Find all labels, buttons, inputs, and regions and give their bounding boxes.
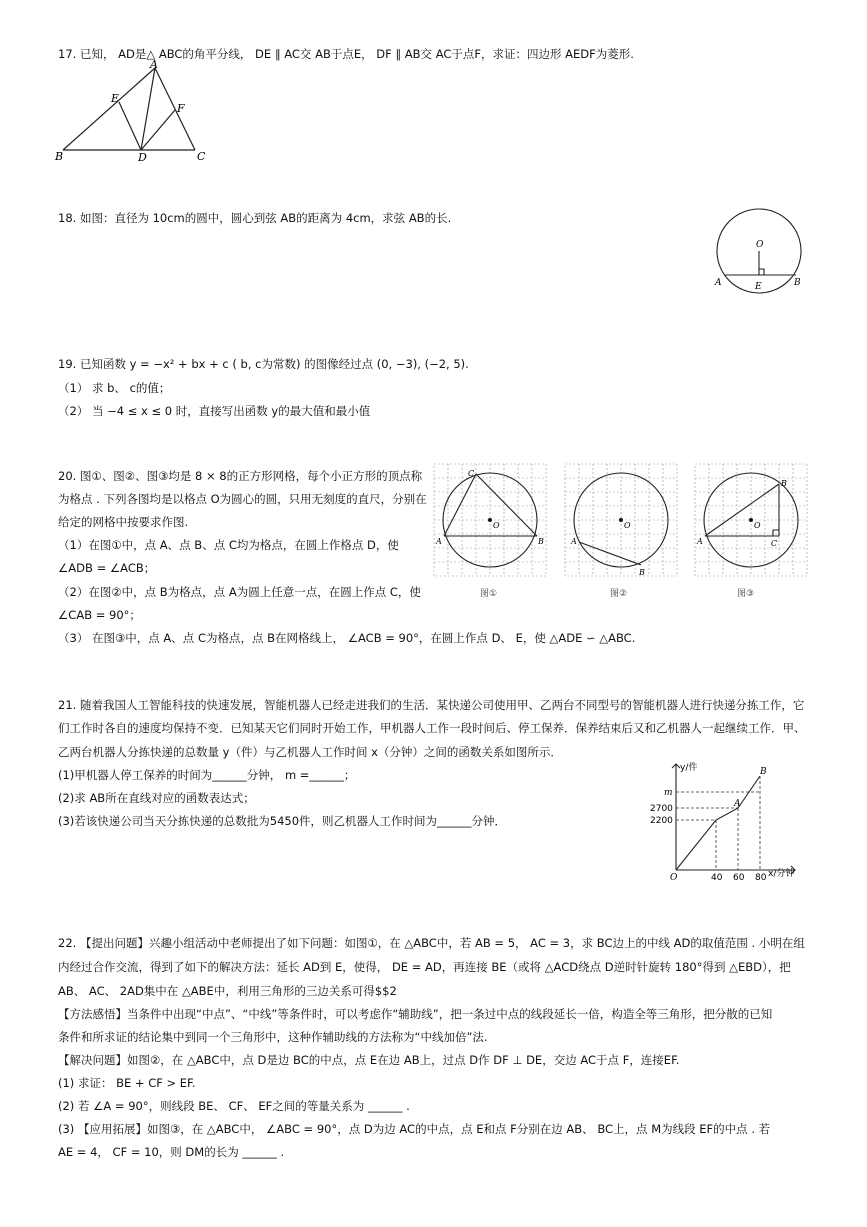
q20-f3-label-b: B	[781, 479, 787, 488]
q21-xtick-60: 60	[733, 873, 745, 883]
q20-caption-2: 图②	[610, 589, 628, 599]
q22-line1: 22. 【提出问题】兴趣小组活动中老师提出了如下问题：如图①，在 △ABC中，若 AB = 5， AC = 3，求 BC边上的中线 AD的取值范围 . 小明在组	[58, 936, 805, 950]
q21-origin-label: O	[670, 873, 678, 883]
q20-f1-label-o: O	[493, 521, 500, 530]
q17-triangle-figure	[55, 60, 215, 180]
q21-graph-figure	[640, 762, 800, 882]
q20-f3-label-c: C	[771, 539, 778, 548]
q21-line6: (3)若该快递公司当天分拣快递的总数批为5450件，则乙机器人工作时间为______分钟．	[58, 814, 507, 828]
q17-label-d: D	[138, 151, 147, 164]
q21-line1: 21. 随着我国人工智能科技的快速发展，智能机器人已经走进我们的生活．某快递公司使用甲、乙两台不同型号的智能机器人进行快递分拣工作，它	[58, 698, 805, 712]
q22-line6: 【解决问题】如图②，在 △ABC中，点 D是边 BC的中点，点 E在边 AB上，过点 D作 DF ⊥ DE，交边 AC于点 F，连接EF.	[58, 1053, 680, 1067]
q20-line1: 20. 图①、图②、图③均是 8 × 8的正方形网格，每个小正方形的顶点称	[58, 469, 423, 483]
q21-y-axis-label: y/件	[680, 763, 698, 773]
q21-point-b-label: B	[760, 767, 767, 777]
q21-ytick-2200: 2200	[650, 816, 673, 826]
q20-f3-label-a: A	[697, 537, 703, 546]
q18-label-a: A	[715, 278, 722, 288]
q17-label-b: B	[55, 150, 64, 163]
q17-label-f: F	[177, 102, 185, 115]
q19-line2: （1） 求 b、 c的值；	[58, 381, 171, 395]
q20-caption-1: 图①	[480, 589, 498, 599]
q17-label-c: C	[197, 150, 206, 163]
q20-grid-figure-1	[434, 464, 548, 578]
q20-grid-figure-2	[565, 464, 679, 578]
q20-f2-label-a: A	[571, 537, 577, 546]
q21-line3: 乙两台机器人分拣快递的总数量 y（件）与乙机器人工作时间 x（分钟）之间的函数关系如图所示．	[58, 745, 562, 759]
q22-line2: 内经过合作交流，得到了如下的解决方法：延长 AD到 E，使得， DE = AD，再连接 BE（或将 △ACD绕点 D逆时针旋转 180°得到 △EBD），把	[58, 960, 791, 974]
q20-line3: 给定的网格中按要求作图.	[58, 515, 189, 529]
q20-line4: （1）在图①中，点 A、点 B、点 C均为格点，在圆上作格点 D，使	[58, 538, 399, 552]
q21-line4: (1)甲机器人停工保养的时间为______分钟， m =______；	[58, 768, 356, 782]
q20-caption-3: 图③	[737, 589, 755, 599]
q22-line9: (3) 【应用拓展】如图③，在 △ABC中， ∠ABC = 90°，点 D为边 AC的中点，点 E和点 F分别在边 AB、 BC上，点 M为线段 EF的中点 . 若	[58, 1122, 771, 1136]
q20-f2-label-b: B	[639, 568, 645, 577]
q20-f1-label-a: A	[436, 537, 442, 546]
q18-text: 18. 如图：直径为 10cm的圆中，圆心到弦 AB的距离为 4cm，求弦 AB的长.	[58, 211, 452, 225]
q20-line2: 为格点 . 下列各图均是以格点 O为圆心的圆，只用无刻度的直尺，分别在	[58, 492, 427, 506]
q20-f2-label-o: O	[624, 521, 631, 530]
q21-point-a-label: A	[734, 799, 741, 809]
q21-xtick-40: 40	[711, 873, 723, 883]
q18-label-o: O	[756, 240, 764, 250]
q18-label-b: B	[794, 278, 801, 288]
q22-line4: 【方法感悟】当条件中出现“中点”、“中线”等条件时，可以考虑作“辅助线”，把一条过中点的线段延长一倍，构造全等三角形，把分散的已知	[58, 1007, 773, 1021]
q20-f1-label-b: B	[538, 537, 544, 546]
q20-f1-label-c: C	[468, 469, 475, 478]
q21-x-axis-label: x/分钟	[768, 869, 795, 879]
q19-line1: 19. 已知函数 y = −x² + bx + c ( b, c为常数) 的图像经过点 (0, −3), (−2, 5).	[58, 357, 469, 371]
q22-line5: 条件和所求证的结论集中到同一个三角形中，这种作辅助线的方法称为“中线加倍”法.	[58, 1030, 488, 1044]
q20-line6: （2）在图②中，点 B为格点，点 A为圆上任意一点，在圆上作点 C，使	[58, 585, 421, 599]
q21-line5: (2)求 AB所在直线对应的函数表达式；	[58, 791, 255, 805]
q20-line5: ∠ADB = ∠ACB；	[58, 561, 156, 575]
q20-grid-figure-3	[695, 464, 809, 578]
q20-f3-label-o: O	[754, 521, 761, 530]
q20-line8: （3） 在图③中，点 A、点 C为格点，点 B在网格线上， ∠ACB = 90°，在圆上作点 D、 E，使 △ADE ∽ △ABC.	[58, 631, 636, 645]
q17-label-a: A	[150, 58, 158, 71]
q22-line10: AE = 4， CF = 10，则 DM的长为 ______ .	[58, 1145, 285, 1159]
q20-line7: ∠CAB = 90°；	[58, 608, 141, 622]
q21-line2: 们工作时各自的速度均保持不变．已知某天它们同时开始工作，甲机器人工作一段时间后、停工保养．保养结束后又和乙机器人一起继续工作．甲、	[58, 721, 806, 735]
q17-label-e: E	[111, 92, 120, 105]
q18-circle-figure	[712, 205, 812, 305]
q22-line8: (2) 若 ∠A = 90°，则线段 BE、 CF、 EF之间的等量关系为 ______ .	[58, 1099, 410, 1113]
q17-text: 17. 已知， AD是△ ABC的角平分线， DE ∥ AC交 AB于点E， DF ∥ AB交 AC于点F，求证：四边形 AEDF为菱形.	[58, 47, 634, 61]
q22-line7: (1) 求证： BE + CF > EF.	[58, 1076, 196, 1090]
q21-xtick-80: 80	[755, 873, 767, 883]
q21-ytick-m: m	[664, 788, 673, 798]
q19-line3: （2） 当 −4 ≤ x ≤ 0 时，直接写出函数 y的最大值和最小值	[58, 404, 371, 418]
q18-label-e: E	[755, 282, 762, 292]
q22-line3: AB、 AC、 2AD集中在 △ABE中，利用三角形的三边关系可得$$2	[58, 984, 397, 998]
q21-ytick-2700: 2700	[650, 804, 673, 814]
